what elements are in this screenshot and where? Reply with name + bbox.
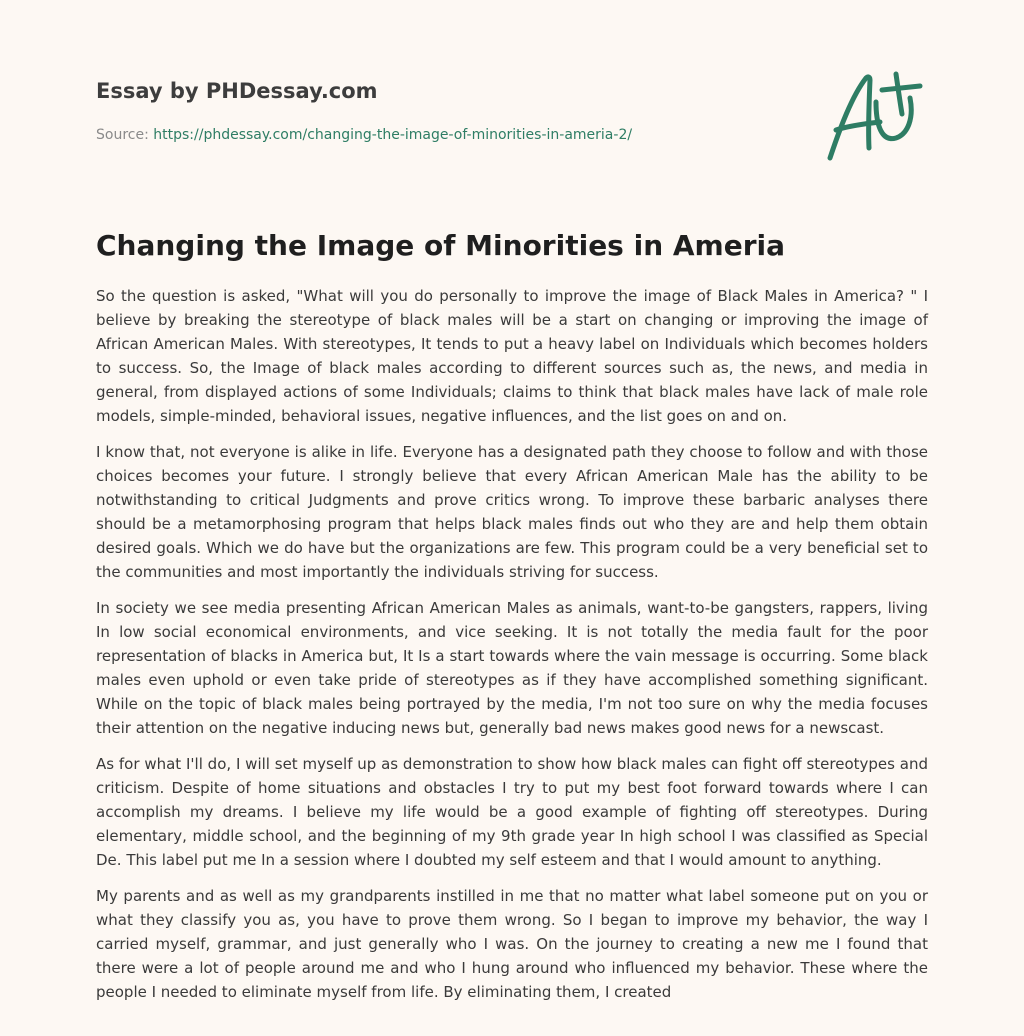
source-line [96,126,796,144]
essay-paragraph: I know that, not everyone is alike in life. Everyone has a designated path they choose to follow and with those choices becomes your future. I strongly believe that every African American Male has the ability to be notwithstanding to critical Judgments and prove critics wrong. To improve these barbaric analyses there should be a metamorphosing program that helps black males finds out who they are and help them obtain desired goals. Which we do have but the organizations are few. This program could be a very beneficial set to the communities and most importantly the individuals striving for success. [96,443,928,581]
essay-title: Changing the Image of Minorities in Ameria [96,229,786,262]
site-title: Essay by PHDessay.com [96,79,378,103]
source-label: Source: [96,127,149,143]
essay-paragraph: So the question is asked, "What will you do personally to improve the image of Black Males in America? " I believe by breaking the stereotype of black males will be a start on changing or improving the image of African American Males. With stereotypes, It tends to put a heavy label on Individuals which becomes holders to success. So, the Image of black males according to different sources such as, the news, and media in general, from displayed actions of some Individuals; claims to think that black males have lack of male role models, simple-minded, behavioral issues, negative influences, and the list goes on and on. [96,287,928,425]
a-plus-logo-icon [822,68,932,164]
source-link[interactable]: https://phdessay.com/changing-the-image-of-minorities-in-ameria-2/ [153,127,633,143]
essay-paragraph: As for what I'll do, I will set myself up as demonstration to show how black males can fight off stereotypes and criticism. Despite of home situations and obstacles I try to put my best foot forward towards where I can accomplish my dreams. I believe my life would be a good example of fighting off stereotypes. During elementary, middle school, and the beginning of my 9th grade year In high school I was classified as Special De. This label put me In a session where I doubted my self esteem and that I would amount to anything. [96,755,928,869]
header [96,78,796,144]
essay-paragraph: In society we see media presenting African American Males as animals, want-to-be gangsters, rappers, living In low social economical environments, and vice seeking. It is not totally the media fault for the poor representation of blacks in America but, It Is a start towards where the vain message is occurring. Some black males even uphold or even take pride of stereotypes as if they have accomplished something significant. While on the topic of black males being portrayed by the media, I'm not too sure on why the media focuses their attention on the negative inducing news but, generally bad news makes good news for a newscast. [96,599,928,737]
essay-paragraph: My parents and as well as my grandparents instilled in me that no matter what label someone put on you or what they classify you as, you have to prove them wrong. So I began to improve my behavior, the way I carried myself, grammar, and just generally who I was. On the journey to creating a new me I found that there were a lot of people around me and who I hung around who influenced my behavior. These where the people I needed to eliminate myself from life. By eliminating them, I created [96,887,928,1001]
essay-body [96,284,928,1016]
